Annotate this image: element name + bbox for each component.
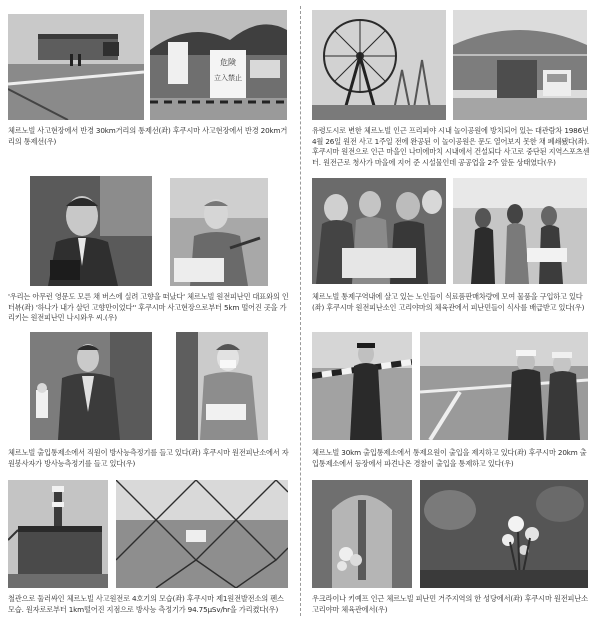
photo-namie-sports-center [453,10,587,120]
caption-row1-left: 체르노빌 사고현장에서 반경 30km거리의 통제선(좌) 후쿠시마 사고현장에서 반경 20km거리의 통제선(우) [8,126,288,146]
photo-chernobyl-church [312,480,412,588]
photo-pripyat-ferris-wheel [312,10,446,120]
caption-row2-right: 체르노빌 통제구역내에 살고 있는 노인들이 식료품판매차량에 모여 물품을 구입하고 있다(좌) 후쿠시마 원전피난소인 고리야마의 체육관에서 피난민들이 식사를 배급받고 있다(우) [312,292,585,312]
photo-fukushima-fence [116,480,288,588]
photo-koriyama-flowers [420,480,588,588]
photo-fukushima-volunteer-dosimeter [176,332,268,440]
photo-chernobyl-evacuee-representative [30,176,152,286]
photo-chernobyl-checkpoint [8,14,144,120]
photo-fukushima-barrier [150,10,287,120]
caption-row4-left: 철관으로 둘러싸인 체르노빌 사고원전로 4호기의 모습(좌) 후쿠시마 제1원전발전소의 펜스모습. 원자로로부터 1km떨어진 지점으로 방사능 측정기가 94.75μSv/hr을 가리켰다(우) [8,594,284,614]
photo-chernobyl-reactor4 [8,480,108,588]
photo-chernobyl-guard [312,332,412,440]
caption-row3-left: 체르노빌 출입통제소에서 직원이 방사능측정기를 들고 있다(좌) 후쿠시마 원전피난소에서 자원봉사자가 방사능측정기를 들고 있다(우) [8,448,289,468]
caption-row4-right: 우크라이나 키예프 인근 체르노빌 피난민 거주지역의 한 성당에서(좌) 후쿠시마 원전피난소 고리야마 체육관에서(우) [312,594,588,614]
caption-row3-right: 체르노빌 30km 출입통제소에서 통제요원이 출입을 제지하고 있다(좌) 후쿠시마 20km 출입통제소에서 등장에서 파견나온 경찰이 출입을 통제하고 있다(우) [312,448,587,468]
photo-koriyama-gym-evacuees [453,178,587,284]
photo-fukushima-police [420,332,588,440]
svg-text:立入禁止: 立入禁止 [214,74,242,82]
photo-chernobyl-elderly-shoppers [312,178,446,284]
caption-row2-left: '우리는 아무런 영문도 모른 채 버스에 실려 고향을 떠났다' 체르노빌 원전피난민 대표와의 인터뷰(좌) '하나가 내가 살던 고향만이었다'' 후쿠시마 사고현장으로부터 5km 떨어진 곳을 가리키는 원전피난민 나시와우 씨.(우) [8,292,289,322]
caption-row1-right: 유령도시로 변한 체르노빌 인근 프리피야 시내 놀이공원에 방치되어 있는 대관람차 1986년 4월 26일 원전 사고 1주일 전에 완공된 이 놀이공원은 문도 열어보지 못한 채 폐쇄됐다(좌). 후쿠시마 원전으로 인근 마을인 나미에마치 시내에서 건설되다 사고로 중단된 지역스포츠센터. 원전근로 청사가 마을에 지어 준 시설물인데 공공업을 2주 앞둔 상태였다(우) [312,126,590,167]
svg-text:危険: 危険 [220,58,236,67]
column-divider [300,6,301,616]
photo-fukushima-evacuee [170,178,268,286]
photo-chernobyl-staff-dosimeter [30,332,152,440]
